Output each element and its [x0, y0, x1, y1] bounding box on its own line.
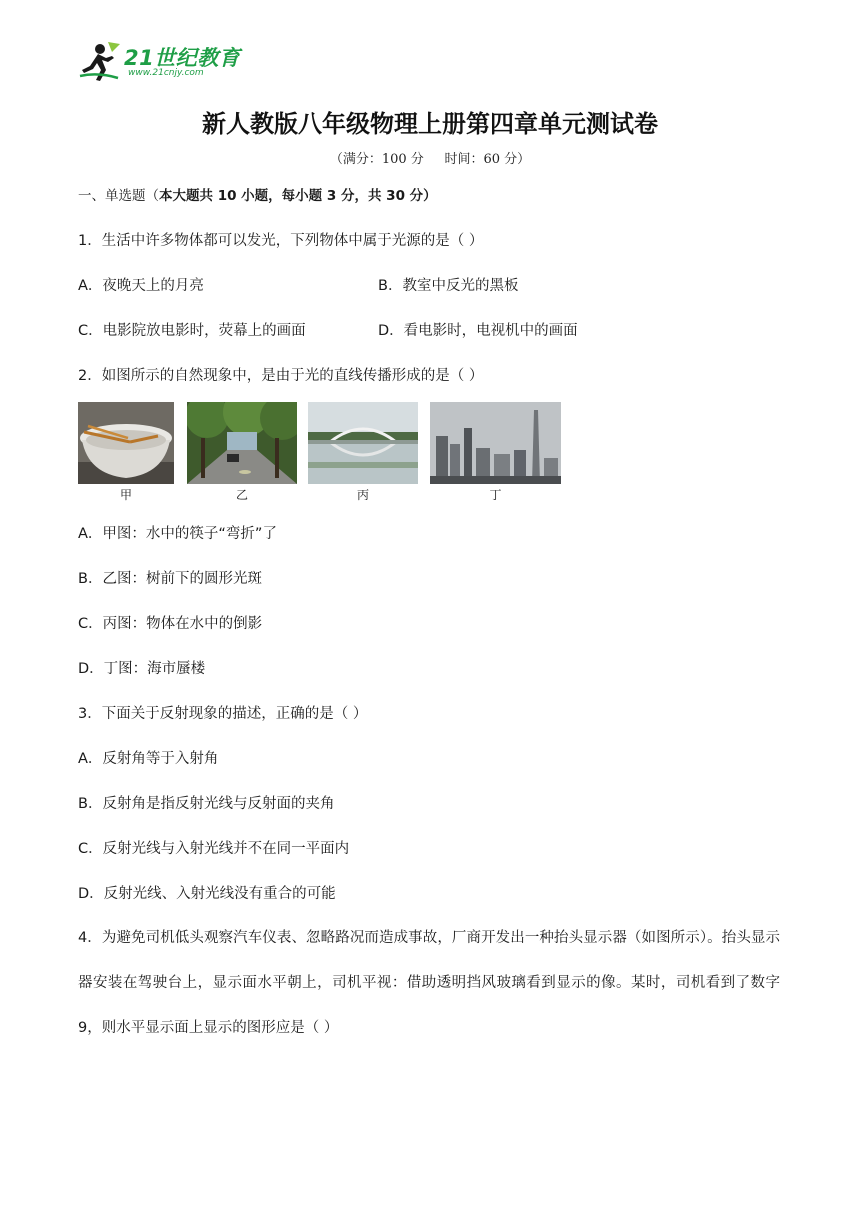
q2-stem: 2．如图所示的自然现象中，是由于光的直线传播形成的是（ ）: [78, 368, 484, 384]
q3-option-d: D．反射光线、入射光线没有重合的可能: [78, 886, 336, 902]
page-subtitle: （满分：100 分 时间：60 分）: [329, 152, 531, 167]
photo-city-mirage: [430, 402, 561, 484]
q1-stem: 1．生活中许多物体都可以发光，下列物体中属于光源的是（ ）: [78, 233, 484, 249]
q3-stem: 3．下面关于反射现象的描述，正确的是（ ）: [78, 706, 368, 722]
q2-option-c: C．丙图：物体在水中的倒影: [78, 616, 263, 632]
page-title: 新人教版八年级物理上册第四章单元测试卷: [202, 109, 658, 138]
q3-option-c: C．反射光线与入射光线并不在同一平面内: [78, 841, 350, 857]
section-heading: [78, 184, 437, 204]
q1-option-b: B．教室中反光的黑板: [378, 278, 519, 294]
logo-url: www.21cnjy.com: [128, 68, 204, 78]
q3-option-b: B．反射角是指反射光线与反射面的夹角: [78, 796, 335, 812]
q1-option-a: A．夜晚天上的月亮: [78, 278, 204, 294]
site-logo: [78, 40, 243, 84]
caption-bing: 丙: [356, 488, 369, 502]
caption-jia: 甲: [119, 488, 132, 502]
photo-bridge-reflection: [308, 402, 418, 484]
photo-bowl-chopsticks: [78, 402, 174, 484]
photo-tree-road: [187, 402, 297, 484]
q2-option-b: B．乙图：树前下的圆形光斑: [78, 571, 262, 587]
caption-yi: 乙: [235, 488, 248, 502]
runner-logo-icon: [78, 40, 122, 84]
q4-stem: 4．为避免司机低头观察汽车仪表、忽略路况而造成事故，厂商开发出一种抬头显示器（如图所示）。抬头显示器安装在驾驶台上，显示面水平朝上，司机平视：借助透明挡风玻璃看到显示的像。某时，司机看到了数字 9，则水平显示面上显示的图形应是（ ）: [78, 930, 780, 1036]
logo-brand: 21世纪教育: [124, 46, 241, 70]
q2-option-a: A．甲图：水中的筷子“弯折”了: [78, 526, 277, 542]
q3-option-a: A．反射角等于入射角: [78, 751, 219, 767]
q1-option-d: D．看电影时，电视机中的画面: [378, 323, 578, 339]
caption-ding: 丁: [489, 488, 502, 502]
section-bold: 本大题共 10 小题，每小题 3 分，共 30 分）: [159, 188, 437, 204]
q2-option-d: D．丁图：海市蜃楼: [78, 661, 206, 677]
section-prefix: 一、单选题（: [78, 188, 159, 204]
q1-option-c: C．电影院放电影时，荧幕上的画面: [78, 323, 306, 339]
